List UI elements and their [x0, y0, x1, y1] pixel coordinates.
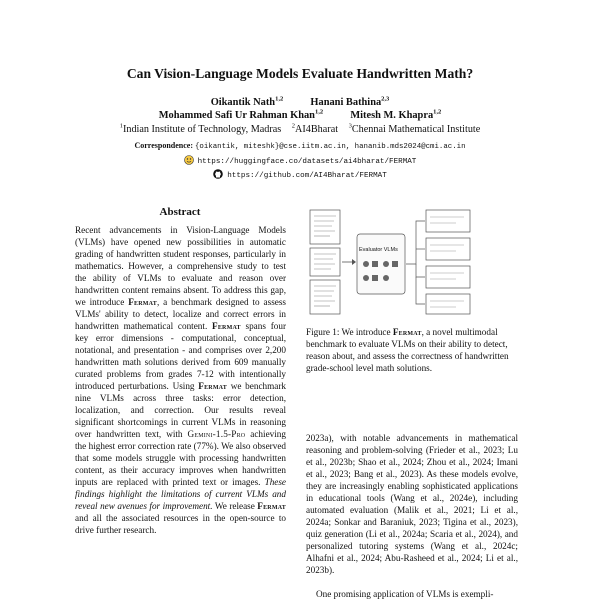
body-paragraph: One promising application of VLMs is exempli-	[316, 589, 494, 599]
github-link-row	[0, 169, 600, 180]
author-affiliation: 1,2	[314, 108, 324, 116]
huggingface-link[interactable]: https://huggingface.co/datasets/ai4bharat/FERMAT	[197, 158, 417, 166]
caption-text: , a novel multimodal benchmark to evaluate VLMs on their ability to detect, reason about, and assess the correctness of handwritten grade-school level math solutions.	[306, 327, 509, 373]
abstract-text: we benchmark nine VLMs across three tasks: error detection, localization, and correction. Our results reveal significant shortcomings in current VLMs in reasoning over handwritten text, with	[75, 381, 286, 439]
fermat-name: Fermat	[392, 327, 422, 337]
author-name: Hanani Bathina	[310, 97, 382, 108]
author-line-1	[0, 97, 600, 108]
correspondence-label: Correspondence:	[134, 141, 193, 150]
correspondence	[0, 141, 600, 151]
author-name: Oikantik Nath	[210, 97, 276, 108]
affiliation-name: Indian Institute of Technology, Madras	[122, 124, 282, 135]
body-paragraph: 2023a), with notable advancements in mathematical reasoning and problem-solving (Frieder et al., 2023; Lu et al., 2023b; Shao et al., 2024; Zhou et al., 2024; Imani et al., 2023; Bang et al., 2023). As these models evolve, they are increasingly enabling sophisticated applications in educational tools (Wang et al., 2024e), including automated evaluation (Malik et al., 2021; Li et al., 2024a; Sonkar and Baraniuk, 2023; Tigina et al., 2023), quiz generation (Li et al., 2024a; Scaria et al., 2024), and personalized tutoring systems (Wang et al., 2024c; Alhafni et al., 2024; Abu-Rasheed et al., 2024; Li et al., 2023b).	[306, 433, 518, 575]
affiliations	[0, 124, 600, 135]
abstract-text: Recent advancements in Vision-Language Models (VLMs) have opened new possibilities in automatic grading of handwritten student responses, particularly in mathematics. However, a comprehensive study to test the ability of VLMs to evaluate and reason over handwritten content remains absent. To address this gap, we introduce	[75, 225, 286, 307]
fermat-name: Fermat	[198, 381, 227, 391]
correspondence-emails[interactable]: {oikantik, miteshk}@cse.iitm.ac.in, hananib.mds2024@cmi.ac.in	[194, 143, 466, 151]
author-name: Mohammed Safi Ur Rahman Khan	[158, 110, 315, 121]
abstract-body	[75, 224, 286, 536]
affiliation-name: AI4Bharat	[295, 124, 339, 135]
abstract-text: achieving the highest error correction rate (77%). We also observed that some models struggle with processing handwritten content, as their accuracy improves when handwritten inputs are replaced with printed text or images.	[75, 429, 286, 487]
evaluator-label: Evaluator VLMs	[359, 247, 398, 253]
abstract-text: , a benchmark designed to assess VLMs' ability to detect, localize and correct errors in handwritten mathematical content.	[75, 297, 286, 331]
abstract-text: spans four key error dimensions - computational, conceptual, notational, and presentation - and comprises over 2,200 handwritten math solutions derived from 609 manually curated problems from grades 7-12 with intentionally introduced perturbations. Using	[75, 321, 287, 391]
author-line-2	[0, 110, 600, 121]
author-affiliation: 1,2	[275, 95, 284, 103]
figure-1-image	[306, 206, 476, 318]
caption-text: Figure 1: We introduce	[306, 327, 391, 337]
huggingface-link-row	[0, 155, 600, 166]
affiliation-name: Chennai Mathematical Institute	[351, 124, 481, 135]
fermat-name: Fermat	[257, 501, 286, 511]
github-icon	[213, 169, 223, 179]
fermat-name: Fermat	[212, 321, 241, 331]
affiliation-number: 3	[348, 122, 352, 130]
fermat-name: Fermat	[128, 297, 157, 307]
author-affiliation: 2,3	[381, 95, 390, 103]
author-affiliation: 1,2	[433, 108, 442, 116]
author-name: Mitesh M. Khapra	[350, 110, 434, 121]
affiliation-number: 2	[291, 122, 296, 130]
right-column-body	[306, 432, 518, 600]
abstract-heading: Abstract	[159, 206, 201, 218]
abstract-text: and all the associated resources in the open-source to drive further research.	[75, 513, 286, 535]
paper-title: Can Vision-Language Models Evaluate Handwritten Math?	[126, 66, 474, 81]
huggingface-icon	[184, 155, 194, 165]
abstract-italic: These findings highlight the limitations of current VLMs and reveal new avenues for improvement.	[75, 477, 287, 511]
affiliation-number: 1	[119, 122, 123, 130]
abstract-text: We release	[214, 501, 255, 511]
github-link[interactable]: https://github.com/AI4Bharat/FERMAT	[227, 172, 387, 180]
model-name: Gemini-1.5-Pro	[187, 429, 246, 439]
figure-1-caption	[306, 326, 518, 374]
